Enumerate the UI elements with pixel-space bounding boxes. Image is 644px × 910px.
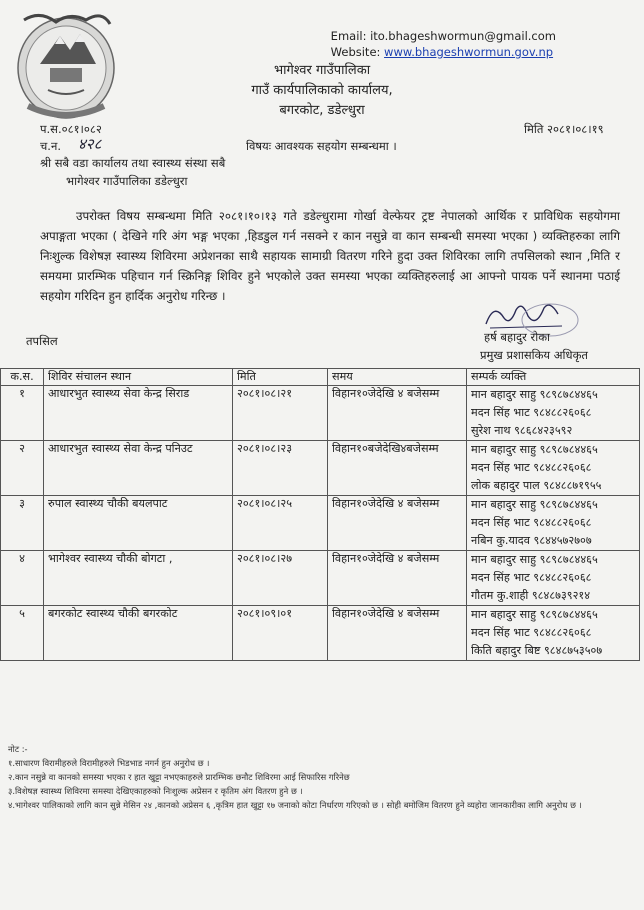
row-sn: ३ xyxy=(1,496,44,551)
contact-person: मदन सिंह भाट ९८४८८२६०६८ xyxy=(471,406,592,419)
row-time: विहान१०बजेदेखि४बजेसम्म xyxy=(328,441,467,496)
office-name: भागेश्वर गाउँपालिका xyxy=(273,63,371,78)
row-contacts xyxy=(467,386,640,441)
contact-person: मान बहादुर साहु ९८९८७८४४६५ xyxy=(471,498,598,511)
contact-block xyxy=(331,28,556,60)
contact-person: मदन सिंह भाट ९८४८८२६०६८ xyxy=(471,626,592,639)
notes-section xyxy=(8,742,628,812)
header-place: शिविर संचालन स्थान xyxy=(44,369,233,386)
recipient-line-2: भागेश्वर गाउँपालिका डडेल्धुरा xyxy=(66,174,188,188)
website-link[interactable]: www.bhageshwormun.gov.np xyxy=(384,45,554,59)
website-label: Website: xyxy=(330,45,385,59)
note-item: ३.विशेषज्ञ स्वास्थ्य शिविरमा समस्या देखिएकाहरुको निःशुल्क अप्रेसन र कृतिम अंग वितरण हुने छ । xyxy=(8,786,303,796)
letter-date: मिति २०८१।०८।१९ xyxy=(524,122,604,136)
tapsil-label: तपसिल xyxy=(26,334,58,348)
row-place: भागेश्वर स्वास्थ्य चौकी बोगटा , xyxy=(44,551,233,606)
row-time: विहान१०जेदेखि ४ बजेसम्म xyxy=(328,606,467,661)
row-date: २०८१।०८।२५ xyxy=(233,496,328,551)
table-row xyxy=(1,496,640,551)
header-sn: क.स. xyxy=(1,369,44,386)
header-time: समय xyxy=(328,369,467,386)
header-date: मिति xyxy=(233,369,328,386)
contact-person: गौतम कु.शाही ९८४८७३९२१४ xyxy=(471,589,591,602)
row-place: आधारभुत स्वास्थ्य सेवा केन्द्र पनिउट xyxy=(44,441,233,496)
row-contacts xyxy=(467,496,640,551)
note-item: १.साधारण विरामीहरुले विरामीहरुले भिडभाड नगर्न हुन अनुरोध छ । xyxy=(8,758,210,768)
chalani-number: ४२८ xyxy=(78,135,102,153)
contact-person: मान बहादुर साहु ९८९८७८४४६५ xyxy=(471,388,598,401)
office-address: बगरकोट, डडेल्धुरा xyxy=(279,103,365,118)
contact-person: मदन सिंह भाट ९८४८८२६०६८ xyxy=(471,571,592,584)
contact-person: लोक बहादुर पाल ९८४८८७१९५५ xyxy=(471,479,602,492)
contact-person: किति बहादुर बिष्ट ९८४८७५३५०७ xyxy=(471,644,603,657)
header-contact: सम्पर्क व्यक्ति xyxy=(467,369,640,386)
website-line xyxy=(331,44,556,60)
table-header-row xyxy=(1,369,640,386)
row-place: बगरकोट स्वास्थ्य चौकी बगरकोट xyxy=(44,606,233,661)
row-contacts xyxy=(467,551,640,606)
contact-person: नबिन कु.यादव ९८४४५७२७०७ xyxy=(471,534,592,547)
row-place: रुपाल स्वास्थ्य चौकी बयलपाट xyxy=(44,496,233,551)
row-sn: १ xyxy=(1,386,44,441)
table-row xyxy=(1,441,640,496)
row-sn: २ xyxy=(1,441,44,496)
note-item: ४.भागेश्वर पालिकाको लागि कान सुन्ने मेसिन २४ ,कानको अप्रेसन ६ ,कृत्रिम हात खुट्टा १७ जनाको कोटा निर्धारण गरिएको छ । सोही बमोजिम वितरण हुने व्यहोरा जानकारीका लागि अनुरोध छ । xyxy=(8,800,582,810)
contact-person: सुरेश नाथ ९८६८४२३५९२ xyxy=(471,424,573,437)
subject-line: विषयः आवश्यक सहयोग सम्बन्धमा । xyxy=(246,139,397,153)
notes-title: नोट :- xyxy=(8,744,28,754)
recipient-line-1: श्री सबै वडा कार्यालय तथा स्वास्थ्य संस्था सबै xyxy=(40,156,226,170)
email-text: Email: ito.bhageshwormun@gmail.com xyxy=(330,29,556,43)
row-sn: ४ xyxy=(1,551,44,606)
table-row xyxy=(1,386,640,441)
contact-person: मान बहादुर साहु ९८९८७८४४६५ xyxy=(471,553,598,566)
table-row xyxy=(1,551,640,606)
contact-person: मदन सिंह भाट ९८४८८२६०६८ xyxy=(471,461,592,474)
contact-person: मदन सिंह भाट ९८४८८२६०६८ xyxy=(471,516,592,529)
row-place: आधारभुत स्वास्थ्य सेवा केन्द्र सिराड xyxy=(44,386,233,441)
signatory-title: प्रमुख प्रशासकिय अधिकृत xyxy=(480,348,588,362)
row-time: विहान१०जेदेखि ४ बजेसम्म xyxy=(328,551,467,606)
camp-schedule-table xyxy=(0,368,640,661)
contact-person: मान बहादुर साहु ९८९८७८४४६५ xyxy=(471,608,598,621)
row-sn: ५ xyxy=(1,606,44,661)
row-date: २०८१।०८।२७ xyxy=(233,551,328,606)
row-time: विहान१०जेदेखि ४ बजेसम्म xyxy=(328,386,467,441)
letter-body: उपरोक्त विषय सम्बन्धमा मिति २०८१।१०।१३ गते डडेल्धुरामा गोर्खा वेल्फेयर ट्रष्ट नेपालको आर्थिक र प्राविधिक सहयोगमा अपाङ्गता भएका ( देखिने गरि अंग भङ्ग भएका ,हिडडुल गर्न नसक्ने र कान नसुन्ने वा कान सम्बन्धी समस्या भएका ) व्यक्तिहरुका लागि निःशुल्क विशेषज्ञ स्वास्थ्य शिविरमा अप्रेशनका साथै सहायक सामाग्री वितरण गरिने हुदा उक्त शिविरका लागि तपसिलको स्थान ,मिति र समयमा प्रारम्भिक पहिचान गर्न स्क्रिनिङ्ग शिविर हुने भएकोले उक्त समस्या भएका व्यक्तिहरुलाई आ आफ्नो पायक पर्ने स्थानमा पठाई सहयोग गरिदिन हुन हार्दिक अनुरोध गरिन्छ । xyxy=(40,209,620,303)
chalani-label: च.न. xyxy=(40,139,61,153)
row-date: २०८१।०९।०१ xyxy=(233,606,328,661)
note-item: २.कान नसुन्ने वा कानको समस्या भएका र हात खुट्टा नभएकाहरुले प्रारम्भिक छनौट शिविरमा आई सिफारिस गरिनेछ xyxy=(8,772,350,782)
office-subtitle: गाउँ कार्यपालिकाको कार्यालय, xyxy=(251,83,393,98)
contact-person: मान बहादुर साहु ९८९८७८४४६५ xyxy=(471,443,598,456)
signatory-name: हर्ष बहादुर रोका xyxy=(484,330,551,344)
row-contacts xyxy=(467,441,640,496)
patra-sankhya: प.स.०८१।०८२ xyxy=(40,122,102,136)
table-row xyxy=(1,606,640,661)
row-date: २०८१।०८।२३ xyxy=(233,441,328,496)
row-time: विहान१०जेदेखि ४ बजेसम्म xyxy=(328,496,467,551)
row-date: २०८१।०८।२१ xyxy=(233,386,328,441)
row-contacts xyxy=(467,606,640,661)
